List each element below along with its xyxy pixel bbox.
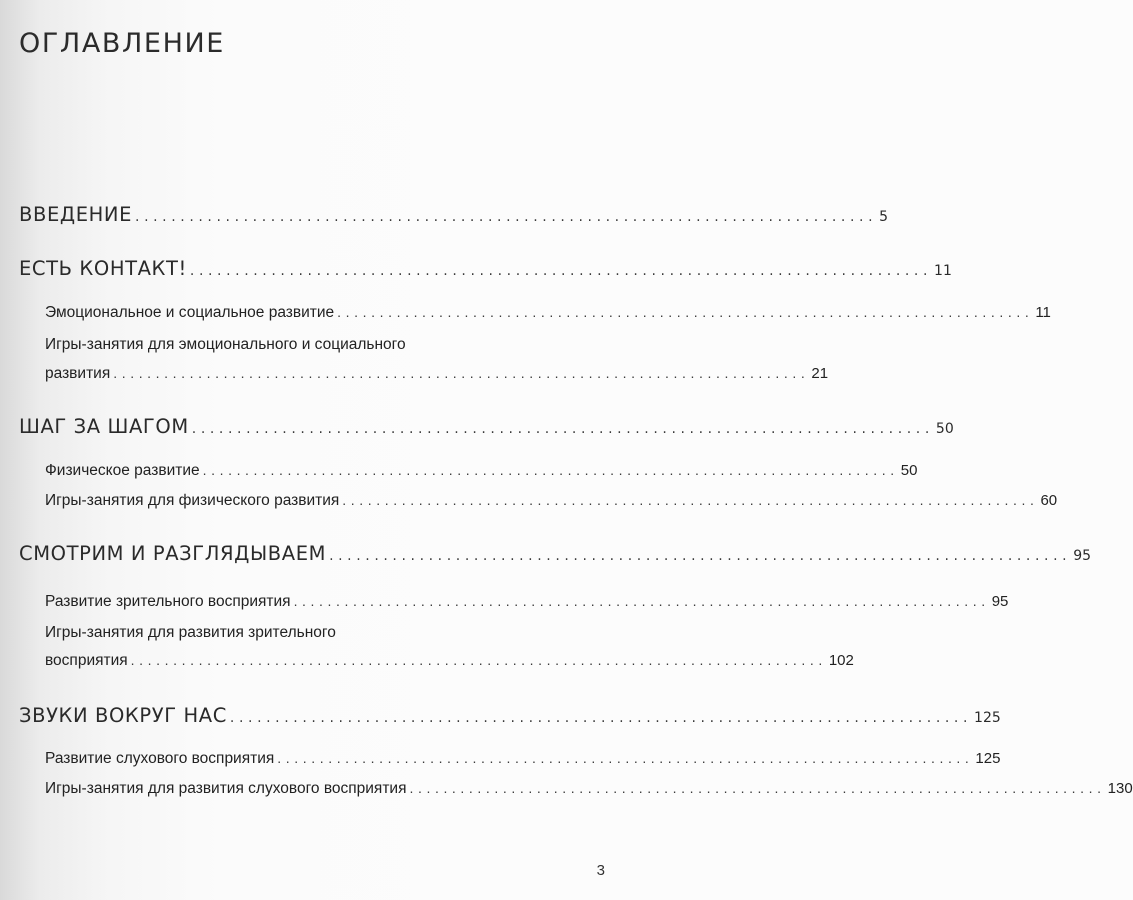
dot-leader: .................................................................................. <box>135 209 878 225</box>
dot-leader: .................................................................................. <box>113 365 810 381</box>
toc-chapter-3[interactable] <box>19 542 1092 565</box>
toc-section-2-1[interactable] <box>45 462 918 480</box>
toc-chapter-label: ШАГ ЗА ШАГОМ <box>19 415 189 438</box>
dot-leader: .................................................................................. <box>293 593 990 609</box>
page-title: ОГЛАВЛЕНИЕ <box>19 28 225 59</box>
toc-section-4-1[interactable] <box>45 750 1001 768</box>
toc-section-3-1[interactable] <box>45 593 1009 611</box>
toc-section-label: Развитие слухового восприятия <box>45 750 275 767</box>
toc-section-label: Игры-занятия для развития слухового восприятия <box>45 780 407 797</box>
dot-leader: .................................................................................. <box>191 421 934 437</box>
toc-chapter-1[interactable] <box>19 257 952 280</box>
dot-leader: .................................................................................. <box>342 492 1039 508</box>
toc-page-number: 11 <box>934 263 952 279</box>
toc-page-number: 125 <box>975 750 1001 767</box>
dot-leader: .................................................................................. <box>337 304 1034 320</box>
toc-page-number: 102 <box>828 652 854 669</box>
dot-leader: .................................................................................. <box>409 780 1106 796</box>
dot-leader: .................................................................................. <box>202 462 899 478</box>
toc-section-label: восприятия <box>45 652 128 669</box>
dot-leader: .................................................................................. <box>189 263 933 279</box>
toc-page-number: 50 <box>900 462 918 479</box>
toc-section-1-2-line1[interactable]: Игры-занятия для эмоционального и социального <box>45 336 406 353</box>
toc-page-number: 5 <box>879 209 889 225</box>
toc-chapter-label: СМОТРИМ И РАЗГЛЯДЫВАЕМ <box>19 542 327 565</box>
toc-page-number: 125 <box>974 710 1001 726</box>
toc-page-number: 11 <box>1035 304 1051 321</box>
toc-section-label: Развитие зрительного восприятия <box>45 593 291 610</box>
dot-leader: .................................................................................. <box>130 652 827 668</box>
toc-section-1-2[interactable] <box>45 365 829 383</box>
toc-page-number: 95 <box>991 593 1009 610</box>
toc-section-3-2[interactable] <box>45 652 854 670</box>
toc-section-label: развития <box>45 365 111 382</box>
toc-page-number: 130 <box>1107 780 1133 797</box>
toc-page-number: 50 <box>935 421 954 437</box>
toc-chapter-label: ВВЕДЕНИЕ <box>19 203 133 226</box>
dot-leader: .................................................................................. <box>229 710 973 726</box>
toc-chapter-label: ЗВУКИ ВОКРУГ НАС <box>19 704 227 727</box>
toc-page-number: 21 <box>811 365 829 382</box>
toc-chapter-label: ЕСТЬ КОНТАКТ! <box>19 257 187 280</box>
dot-leader: .................................................................................. <box>277 750 974 766</box>
toc-section-label: Эмоциональное и социальное развитие <box>45 304 335 321</box>
toc-section-3-2-line1[interactable]: Игры-занятия для развития зрительного <box>45 624 336 641</box>
toc-page-number: 60 <box>1040 492 1058 509</box>
toc-section-4-2[interactable] <box>45 780 1133 798</box>
toc-chapter-intro[interactable] <box>19 203 889 226</box>
toc-section-2-2[interactable] <box>45 492 1058 510</box>
toc-section-1-1[interactable] <box>45 304 1051 322</box>
toc-chapter-2[interactable] <box>19 415 954 438</box>
toc-section-label: Игры-занятия для физического развития <box>45 492 340 509</box>
dot-leader: .................................................................................. <box>329 548 1072 564</box>
page-number: 3 <box>596 862 605 879</box>
toc-chapter-4[interactable] <box>19 704 1001 727</box>
toc-section-label: Физическое развитие <box>45 462 200 479</box>
toc-page-number: 95 <box>1073 548 1092 564</box>
